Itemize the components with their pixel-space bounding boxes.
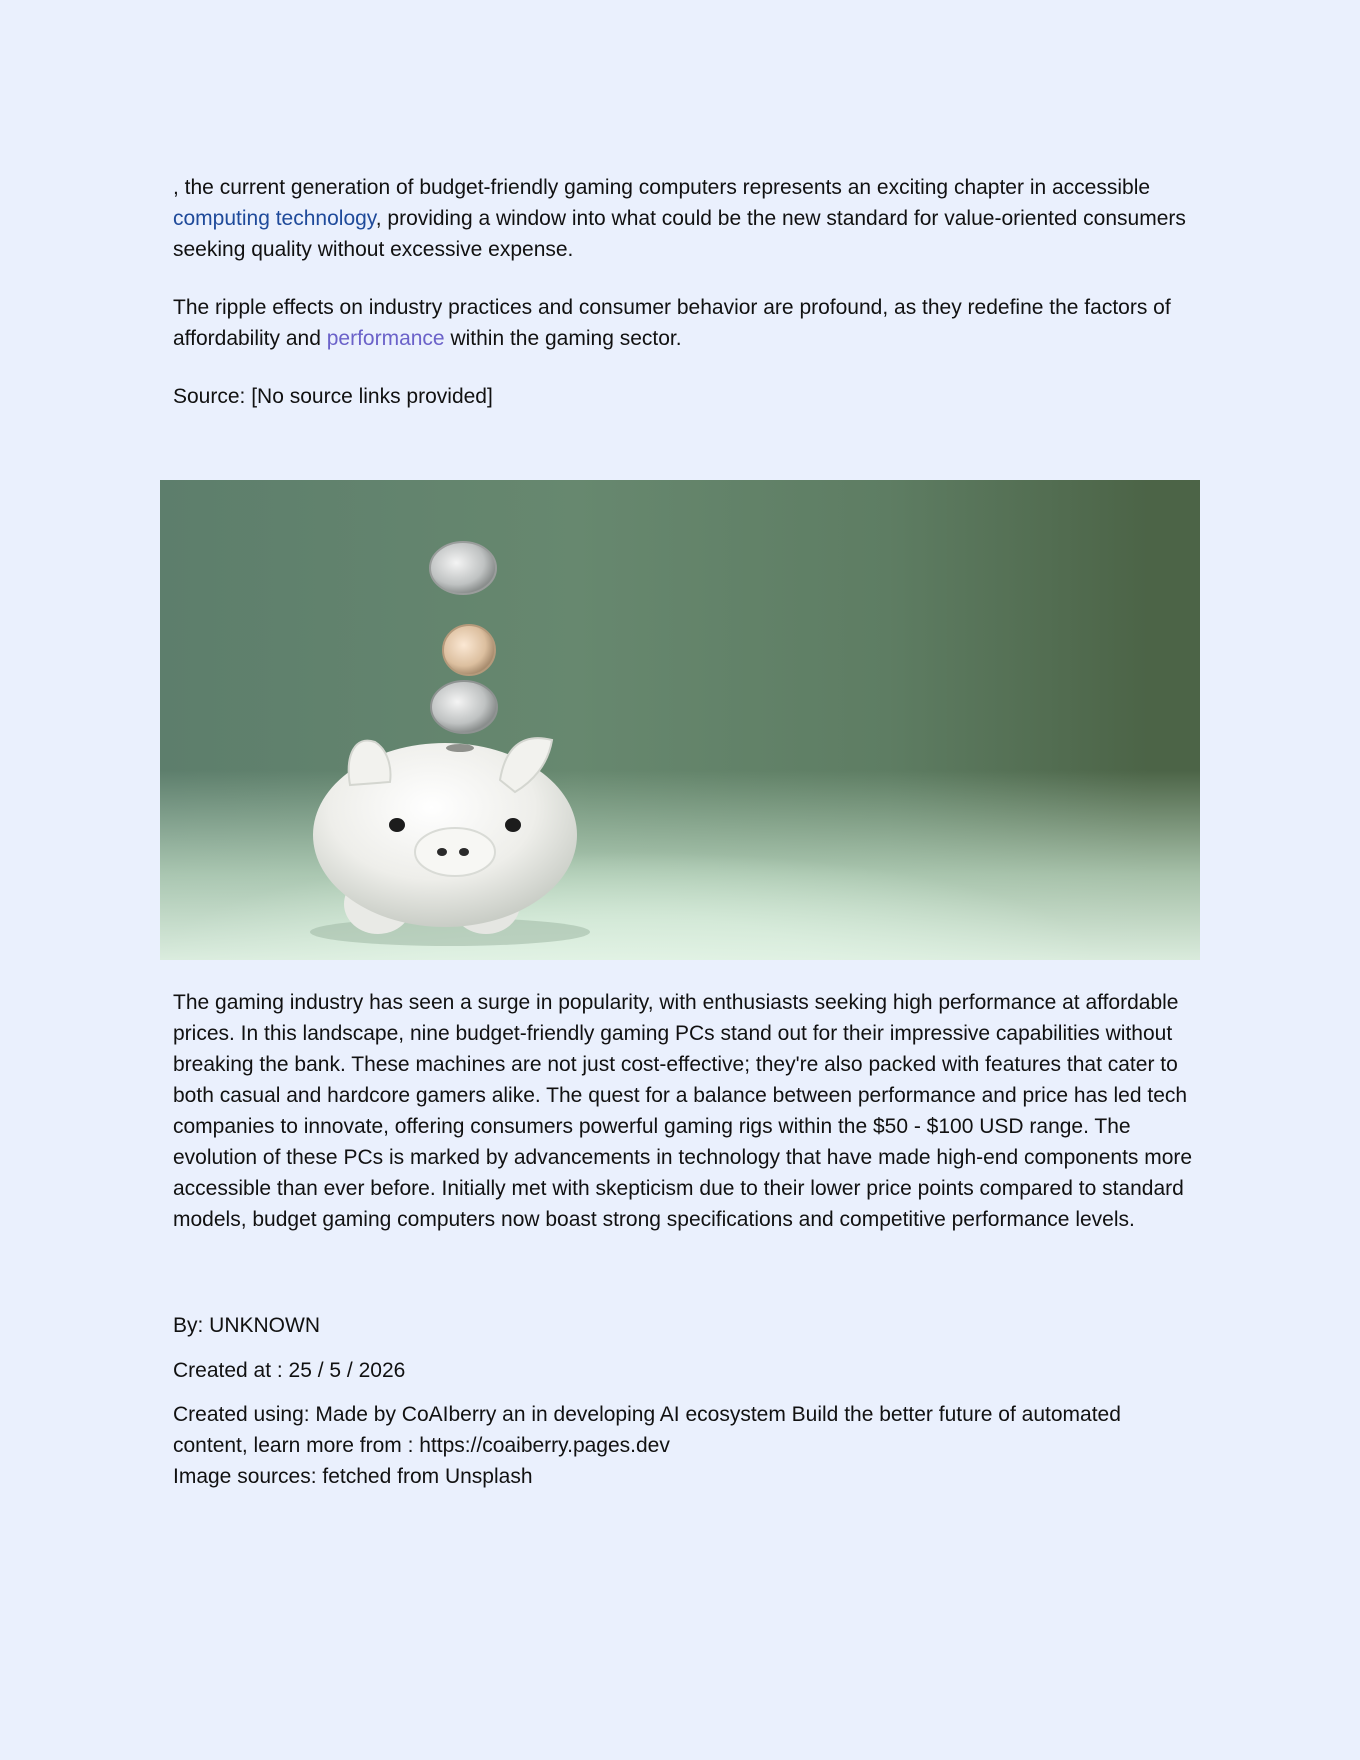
intro-p2-end: within the gaming sector. bbox=[444, 327, 682, 350]
computing-technology-link[interactable]: computing technology bbox=[173, 207, 376, 230]
pig-nostril-right bbox=[459, 848, 469, 856]
pig-eye-right bbox=[505, 818, 521, 832]
intro-p1-end: , providing a window into what could be the new standard for value-oriented consumers seeking quality without excessive expense. bbox=[173, 207, 1186, 261]
coin-1 bbox=[430, 542, 496, 594]
created-at-line: Created at : 25 / 5 / 2026 bbox=[173, 1359, 406, 1382]
intro-p2-start: The ripple effects on industry practices and consumer behavior are profound, as they redefine the factors of affordability and bbox=[173, 296, 1171, 350]
pig-slot bbox=[446, 744, 474, 752]
coin-3 bbox=[431, 681, 497, 733]
pig-snout bbox=[415, 828, 495, 876]
source-line: Source: [No source links provided] bbox=[173, 385, 493, 408]
article-intro bbox=[173, 172, 1193, 412]
piggy-bank-illustration bbox=[160, 480, 1200, 960]
intro-paragraph-1 bbox=[173, 172, 1193, 265]
coin-2 bbox=[443, 625, 495, 675]
intro-p1-start: , the current generation of budget-friendly gaming computers represents an exciting chapter in accessible bbox=[173, 176, 1151, 199]
image-sources-line: Image sources: fetched from Unsplash bbox=[173, 1465, 533, 1488]
performance-link[interactable]: performance bbox=[326, 327, 445, 350]
author-line: By: UNKNOWN bbox=[173, 1314, 320, 1337]
created-using-line: Created using: Made by CoAIberry an in developing AI ecosystem Build the better future of automated content, learn more from : https://coaiberry.pages.dev bbox=[173, 1403, 1121, 1457]
intro-paragraph-2 bbox=[173, 292, 1193, 354]
pig-ear-left bbox=[349, 741, 391, 785]
pig-eye-left bbox=[389, 818, 405, 832]
credits-block bbox=[173, 1399, 1198, 1492]
hero-image bbox=[160, 480, 1200, 960]
article-body: The gaming industry has seen a surge in popularity, with enthusiasts seeking high performance at affordable prices. In this landscape, nine budget-friendly gaming PCs stand out for their impressive capabilities without breaking the bank. These machines are not just cost-effective; they're also packed with features that cater to both casual and hardcore gamers alike. The quest for a balance between performance and price has led tech companies to innovate, offering consumers powerful gaming rigs within the $50 - $100 USD range. The evolution of these PCs is marked by advancements in technology that have made high-end components more accessible than ever before. Initially met with skepticism due to their lower price points compared to standard models, budget gaming computers now boast strong specifications and competitive performance levels. bbox=[173, 991, 1193, 1231]
pig-nostril-left bbox=[437, 848, 447, 856]
